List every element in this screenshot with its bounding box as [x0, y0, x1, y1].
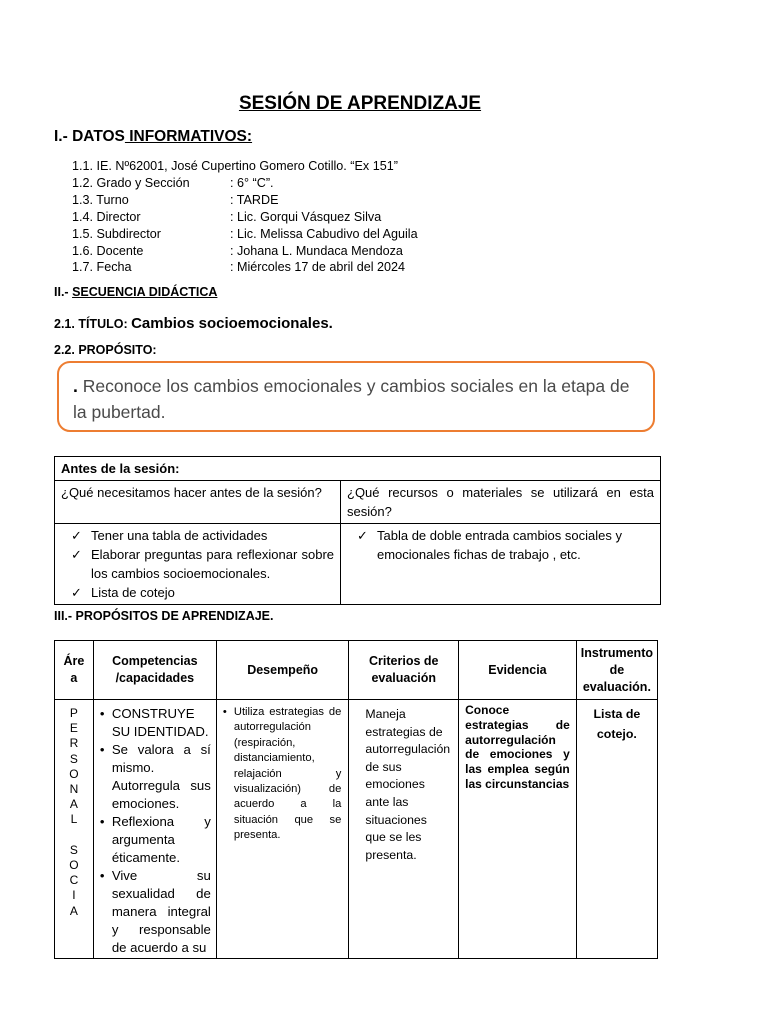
info-value: : TARDE: [230, 192, 279, 207]
area-letter: P: [69, 706, 78, 720]
list-item: [99, 741, 211, 813]
check-icon: ✓: [71, 547, 82, 562]
titulo-line: [54, 315, 333, 332]
list-item: [347, 526, 654, 564]
area-letter: [56, 828, 92, 843]
proposito-text: Reconoce los cambios emocionales y cambios sociales en la etapa de la pubertad.: [73, 376, 630, 422]
antes-col2-header: ¿Qué recursos o materiales se utilizará en esta sesión?: [341, 481, 661, 524]
list-item-text: Se valora a sí mismo. Autorregula sus emociones.: [111, 742, 211, 811]
info-list: [72, 158, 418, 276]
area-letter: C: [69, 873, 79, 888]
list-item: [61, 583, 334, 602]
info-value: : Lic. Melissa Cabudivo del Aguila: [230, 226, 418, 241]
instrumento-cell: Lista de cotejo.: [576, 700, 657, 959]
info-key: 1.5. Subdirector: [72, 226, 161, 241]
desempeno-cell: [216, 700, 349, 959]
info-value: : Johana L. Mundaca Mendoza: [230, 243, 403, 258]
list-item-text: CONSTRUYE SU IDENTIDAD.: [111, 706, 209, 739]
bullet-icon: •: [99, 814, 105, 829]
area-letter: E: [69, 721, 78, 736]
check-icon: ✓: [357, 528, 368, 543]
list-item-text: Tener una tabla de actividades: [91, 528, 268, 543]
col-header-evidencia: Evidencia: [459, 641, 577, 700]
info-key: 1.7. Fecha: [72, 260, 132, 275]
info-row: [72, 175, 418, 192]
bullet-icon: •: [99, 868, 105, 883]
area-letter: O: [69, 858, 79, 873]
section-datos-heading: [54, 128, 252, 146]
info-row: [72, 158, 418, 175]
area-letter: N: [69, 782, 79, 797]
section-label: SECUENCIA DIDÁCTICA: [72, 285, 218, 299]
section-prefix: II.-: [54, 285, 73, 299]
list-item: [61, 545, 334, 583]
list-item-text: Vive su sexualidad de manera integral y responsable de acuerdo a su: [111, 868, 211, 955]
antes-header: Antes de la sesión:: [55, 457, 661, 481]
list-item-text: Utiliza estrategias de autorregulación (respiración, distanciamiento, relajación y visualización) de acuerdo a la situación que se presenta.: [233, 706, 342, 842]
evidencia-cell: Conoce estrategias de autorregulación de emociones y las emplea según las circunstancias: [459, 700, 577, 959]
list-item: [99, 705, 211, 741]
area-letter: A: [69, 903, 78, 918]
section-secuencia-heading: [54, 285, 217, 299]
list-item-text: Reflexiona y argumenta éticamente.: [111, 814, 211, 865]
antes-sesion-table: [54, 456, 661, 605]
area-letter: L: [70, 812, 78, 827]
check-icon: ✓: [71, 585, 82, 600]
table-header-row: [55, 641, 658, 700]
info-key: 1.3. Turno: [72, 192, 129, 207]
antes-col1-cell: [55, 524, 341, 605]
area-letter: I: [72, 888, 76, 903]
criterios-cell: Maneja estrategias de autorregulación de sus emociones ante las situaciones que se les presenta.: [349, 700, 459, 959]
section-prefix: I.- DATOS: [54, 128, 125, 145]
titulo-label: 2.1. TÍTULO:: [54, 317, 132, 331]
list-item: [222, 705, 342, 844]
area-letter: S: [69, 842, 78, 857]
col-header-instrumento: Instrumento de evaluación.: [576, 641, 657, 700]
area-letter: R: [69, 736, 79, 751]
col-header-competencias: Competencias /capacidades: [93, 641, 216, 700]
info-row: [72, 192, 418, 209]
info-row: [72, 226, 418, 243]
antes-col2-cell: [341, 524, 661, 605]
list-item: [99, 867, 211, 957]
info-value: : 6° “C”.: [230, 175, 274, 190]
list-item-text: Tabla de doble entrada cambios sociales y emocionales fichas de trabajo , etc.: [377, 528, 622, 562]
list-item: [99, 813, 211, 867]
info-value: : Lic. Gorqui Vásquez Silva: [230, 209, 382, 224]
area-letter: A: [69, 797, 78, 812]
table-row: [55, 700, 658, 959]
section-propositos-heading: III.- PROPÓSITOS DE APRENDIZAJE.: [54, 609, 274, 623]
area-letter: O: [69, 766, 79, 781]
col-header-desempeno: Desempeño: [216, 641, 349, 700]
list-item: [61, 526, 334, 545]
check-icon: ✓: [71, 528, 82, 543]
proposito-label: 2.2. PROPÓSITO:: [54, 343, 157, 357]
bullet-icon: •: [222, 706, 227, 718]
antes-col1-header: ¿Qué necesitamos hacer antes de la sesión?: [55, 481, 341, 524]
info-row: [72, 243, 418, 260]
col-header-criterios: Criterios de evaluación: [349, 641, 459, 700]
info-row: [72, 209, 418, 226]
info-key: 1.6. Docente: [72, 243, 144, 258]
propositos-table: [54, 640, 658, 959]
info-row: [72, 259, 418, 276]
bullet-icon: •: [99, 706, 105, 721]
info-key: 1.4. Director: [72, 209, 141, 224]
competencias-cell: [93, 700, 216, 959]
titulo-value: Cambios socioemocionales.: [131, 315, 333, 332]
proposito-bullet: .: [73, 376, 78, 396]
info-key: 1.2. Grado y Sección: [72, 175, 190, 190]
list-item-text: Elaborar preguntas para reflexionar sobre los cambios socioemocionales.: [91, 547, 334, 581]
section-label: INFORMATIVOS:: [124, 128, 253, 145]
proposito-box: [57, 361, 655, 432]
info-value: : Miércoles 17 de abril del 2024: [230, 260, 406, 275]
col-header-area: Áre a: [55, 641, 94, 700]
list-item-text: Lista de cotejo: [91, 585, 175, 600]
page-title: SESIÓN DE APRENDIZAJE: [238, 93, 482, 114]
bullet-icon: •: [99, 742, 105, 757]
info-key: 1.1. IE. Nº62001, José Cupertino Gomero Cotillo. “Ex 151”: [72, 159, 398, 173]
area-cell: [55, 700, 94, 959]
area-letter: S: [69, 751, 78, 766]
